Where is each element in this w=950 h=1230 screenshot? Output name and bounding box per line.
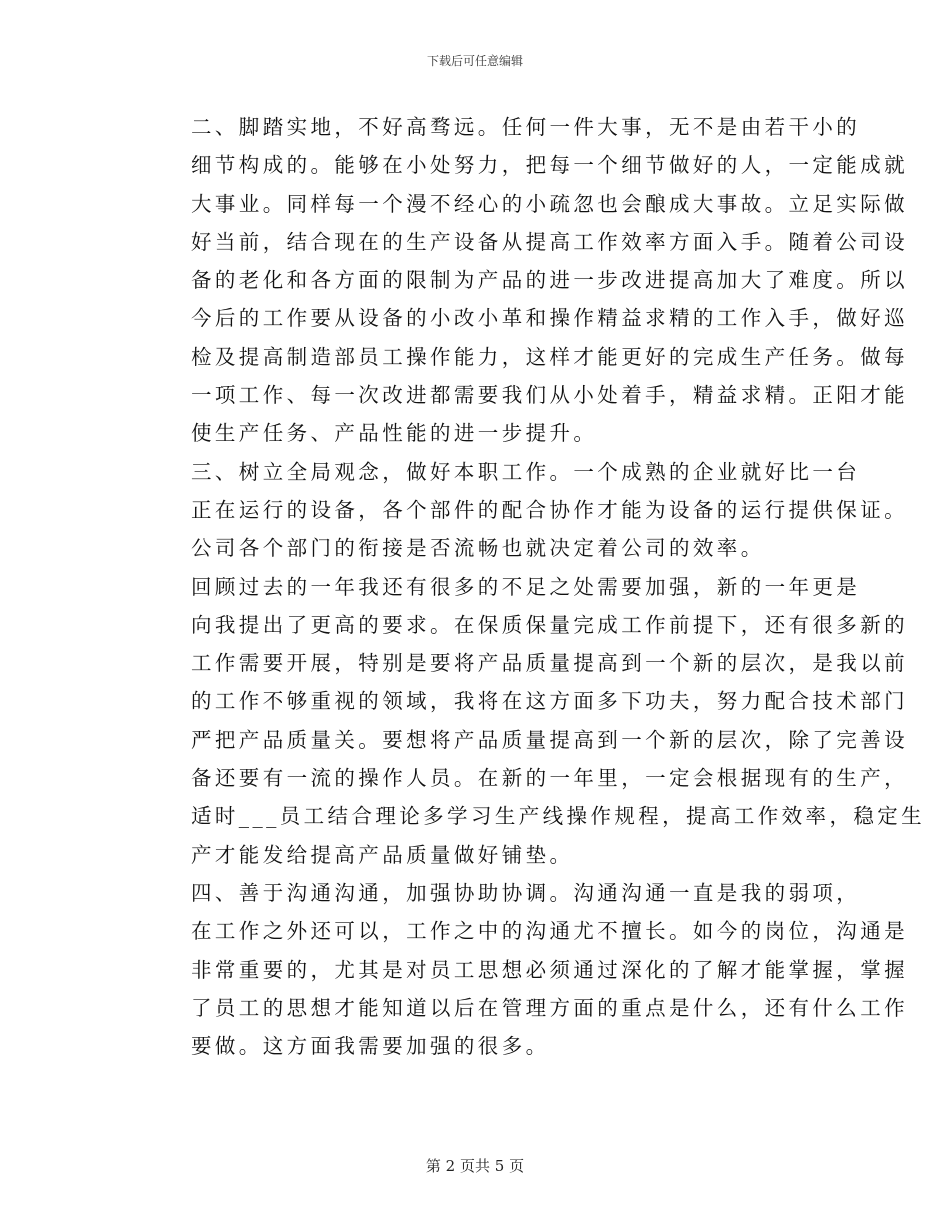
text-line: 大事业。同样每一个漫不经心的小疏忽也会酿成大事故。立足实际做	[191, 191, 908, 216]
text-line: 的工作不够重视的领域，我将在这方面多下功夫，努力配合技术部门	[191, 689, 908, 714]
text-line: 三、树立全局观念，做好本职工作。一个成熟的企业就好比一台	[191, 459, 861, 484]
page-header: 下载后可任意编辑	[426, 54, 523, 68]
text-line: 回顾过去的一年我还有很多的不足之处需要加强，新的一年更是	[191, 574, 861, 599]
paragraph-3	[143, 453, 908, 568]
text-line: 正在运行的设备，各个部件的配合协作才能为设备的运行提供保证。	[191, 497, 908, 522]
document-body	[143, 108, 926, 1065]
text-line: 一项工作、每一次改进都需要我们从小处着手，精益求精。正阳才能	[191, 383, 908, 408]
text-line: 非常重要的，尤其是对员工思想必须通过深化的了解才能掌握，掌握	[191, 957, 908, 982]
text-line: 了员工的思想才能知道以后在管理方面的重点是什么，还有什么工作	[191, 995, 908, 1020]
text-line: 要做。这方面我需要加强的很多。	[191, 1034, 550, 1059]
text-line: 备的老化和各方面的限制为产品的进一步改进提高加大了难度。所以	[191, 268, 908, 293]
text-line: 四、善于沟通沟通，加强协助协调。沟通沟通一直是我的弱项，	[191, 880, 861, 905]
text-line: 今后的工作要从设备的小改小革和操作精益求精的工作入手，做好巡	[191, 306, 908, 331]
paragraph-review	[143, 568, 926, 874]
text-line: 公司各个部门的衔接是否流畅也就决定着公司的效率。	[191, 536, 765, 561]
text-line: 好当前，结合现在的生产设备从提高工作效率方面入手。随着公司设	[191, 229, 908, 254]
paragraph-4	[143, 874, 908, 1065]
text-line: 产才能发给提高产品质量做好铺垫。	[191, 842, 574, 867]
paragraph-2	[143, 108, 908, 453]
text-line: 适时___员工结合理论多学习生产线操作规程，提高工作效率，稳定生	[191, 804, 926, 829]
text-line: 检及提高制造部员工操作能力，这样才能更好的完成生产任务。做每	[191, 344, 908, 369]
text-line: 备还要有一流的操作人员。在新的一年里，一定会根据现有的生产，	[191, 766, 908, 791]
text-line: 工作需要开展，特别是要将产品质量提高到一个新的层次，是我以前	[191, 651, 908, 676]
text-line: 严把产品质量关。要想将产品质量提高到一个新的层次，除了完善设	[191, 727, 908, 752]
text-line: 细节构成的。能够在小处努力，把每一个细节做好的人，一定能成就	[191, 153, 908, 178]
text-line: 向我提出了更高的要求。在保质保量完成工作前提下，还有很多新的	[191, 612, 908, 637]
text-line: 在工作之外还可以，工作之中的沟通尤不擅长。如今的岗位，沟通是	[191, 919, 908, 944]
text-line: 二、脚踏实地，不好高骛远。任何一件大事，无不是由若干小的	[191, 115, 861, 139]
page-footer: 第 2 页共 5 页	[425, 1157, 525, 1175]
text-line: 使生产任务、产品性能的进一步提升。	[191, 421, 598, 446]
